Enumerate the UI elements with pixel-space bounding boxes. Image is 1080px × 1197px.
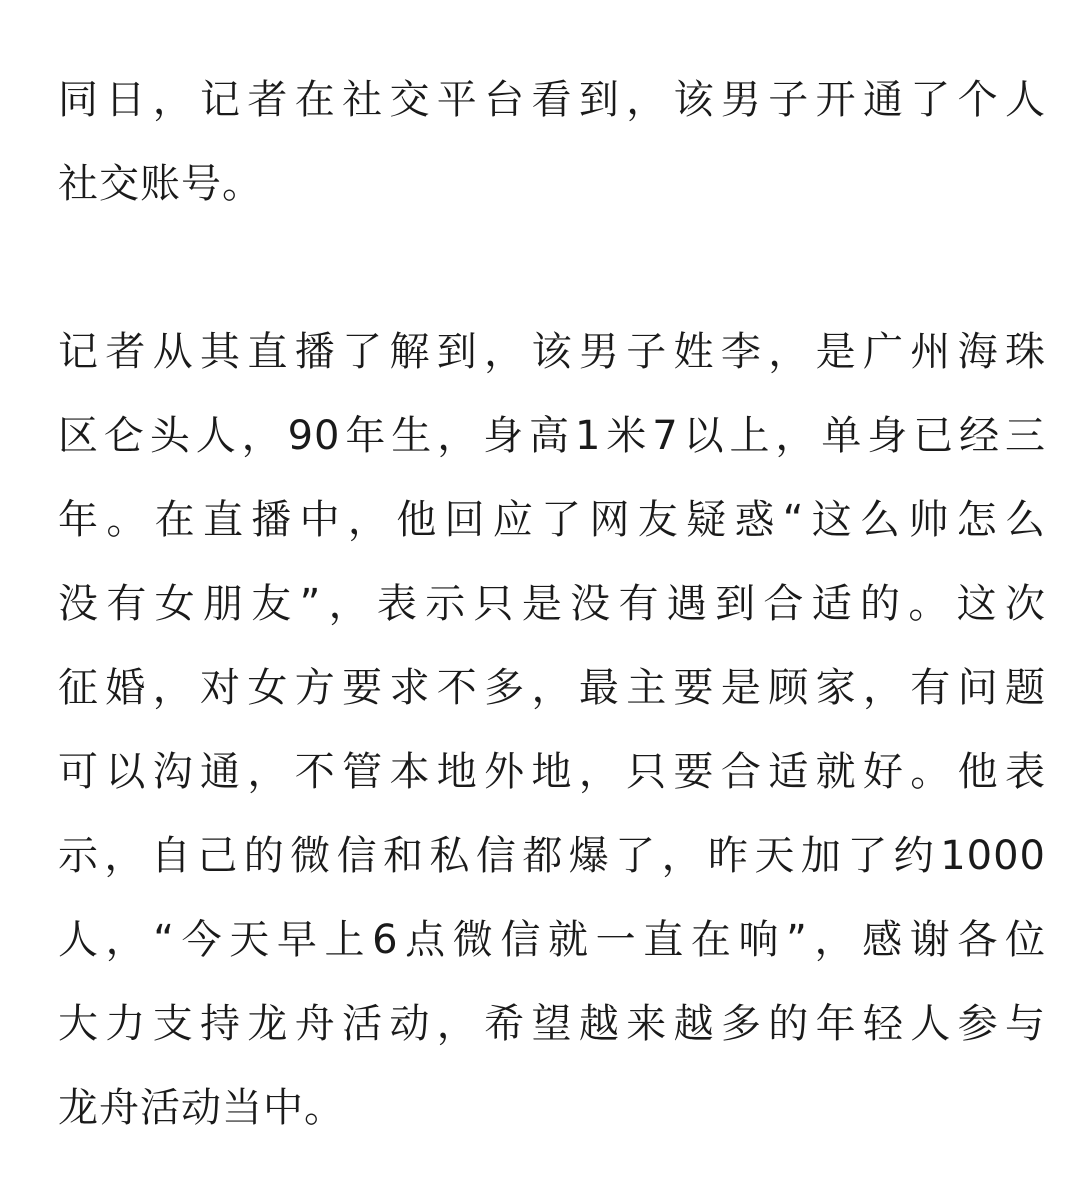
text-line: 同日，记者在社交平台看到，该男子开通了个人 — [58, 77, 1046, 123]
text-line: 区仑头人，90年生，身高1米7以上，单身已经三 — [58, 413, 1046, 459]
text-line: 可以沟通，不管本地外地，只要合适就好。他表 — [58, 749, 1046, 795]
text-line: 大力支持龙舟活动，希望越来越多的年轻人参与 — [58, 1001, 1046, 1047]
text-line: 社交账号。 — [58, 161, 263, 207]
text-line: 征婚，对女方要求不多，最主要是顾家，有问题 — [58, 665, 1046, 711]
text-line: 人，“今天早上6点微信就一直在响”，感谢各位 — [58, 917, 1046, 963]
paragraph-1 — [58, 58, 1046, 226]
text-line: 没有女朋友”，表示只是没有遇到合适的。这次 — [58, 581, 1046, 627]
text-line: 龙舟活动当中。 — [58, 1085, 345, 1131]
paragraph-2 — [58, 310, 1046, 1150]
text-line: 年。在直播中，他回应了网友疑惑“这么帅怎么 — [58, 497, 1046, 543]
text-line: 记者从其直播了解到，该男子姓李，是广州海珠 — [58, 329, 1046, 375]
article-body — [58, 58, 1046, 1150]
text-line: 示，自己的微信和私信都爆了，昨天加了约1000 — [58, 833, 1046, 879]
